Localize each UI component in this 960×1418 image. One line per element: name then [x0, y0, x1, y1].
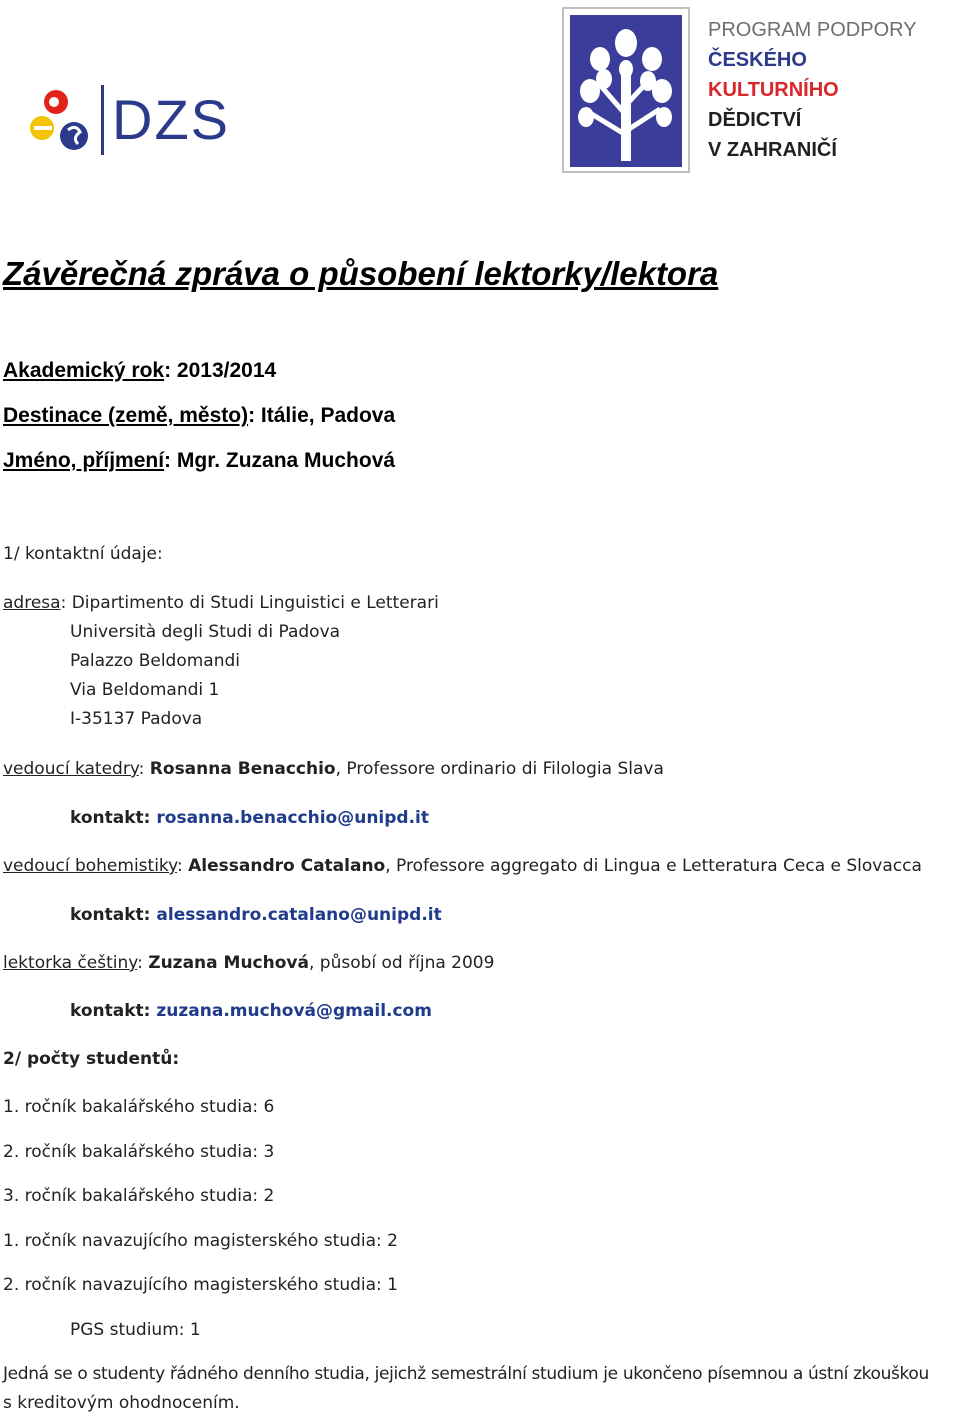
academic-year — [3, 359, 276, 383]
program-line-2: ČESKÉHO — [708, 49, 807, 71]
address-line-5: I-35137 Padova — [70, 709, 203, 729]
page-title: Závěrečná zpráva o působení lektorky/lektora — [3, 255, 719, 292]
students-row-4: 1. ročník navazujícího magisterského studia: 2 — [3, 1231, 398, 1251]
contact-label: kontakt: — [70, 1001, 157, 1021]
bohemistics-head-label: vedoucí bohemistiky — [3, 856, 177, 876]
department-head: vedoucí katedry: Rosanna Benacchio, Professore ordinario di Filologia Slava — [3, 759, 664, 779]
students-row-2: 2. ročník bakalářského studia: 3 — [3, 1142, 275, 1162]
bohemistics-head-email[interactable]: alessandro.catalano@unipd.it — [156, 905, 442, 925]
program-line-3: KULTURNÍHO — [708, 79, 839, 101]
academic-year-value: : 2013/2014 — [164, 359, 277, 382]
tree-icon — [560, 5, 694, 177]
address-line-1 — [3, 593, 439, 613]
destination-value: : Itálie, Padova — [248, 404, 396, 427]
section-contact-heading: 1/ kontaktní údaje: — [3, 544, 163, 564]
lector-email[interactable]: zuzana.muchová@gmail.com — [156, 1001, 432, 1021]
destination-label: Destinace (země, město) — [3, 404, 249, 427]
program-line-1: PROGRAM PODPORY — [708, 19, 917, 41]
department-head-name: Rosanna Benacchio — [149, 759, 336, 779]
address-line-2: Università degli Studi di Padova — [70, 622, 341, 642]
note-line-2: s kreditovým ohodnocením. — [3, 1393, 240, 1413]
department-head-role: , Professore ordinario di Filologia Slava — [335, 759, 664, 779]
bohemistics-head: vedoucí bohemistiky: Alessandro Catalano, Professore aggregato di Lingua e Letteratura Ceca e Slovacca — [3, 856, 922, 876]
lector-name: Zuzana Muchová — [148, 953, 309, 973]
section-students-heading: 2/ počty studentů: — [3, 1049, 180, 1069]
dzs-logo — [28, 80, 228, 160]
students-row-5: 2. ročník navazujícího magisterského studia: 1 — [3, 1275, 398, 1295]
academic-year-label: Akademický rok — [3, 359, 165, 382]
students-row-1: 1. ročník bakalářského studia: 6 — [3, 1097, 275, 1117]
lector-label: lektorka češtiny — [3, 953, 138, 973]
destination — [3, 404, 395, 428]
address-value-1: : Dipartimento di Studi Linguistici e Letterari — [60, 593, 439, 613]
full-name-label: Jméno, příjmení — [3, 449, 165, 472]
address-label: adresa — [3, 593, 61, 613]
contact-label: kontakt: — [70, 905, 157, 925]
program-podpory-logo — [560, 5, 917, 180]
full-name-value: : Mgr. Zuzana Muchová — [164, 449, 396, 472]
program-line-5: V ZAHRANIČÍ — [708, 139, 837, 161]
lector: lektorka češtiny: Zuzana Muchová, působí od října 2009 — [3, 953, 495, 973]
address-line-3: Palazzo Beldomandi — [70, 651, 240, 671]
bohemistics-head-name: Alessandro Catalano — [188, 856, 386, 876]
note-line-1: Jedná se o studenty řádného denního studia, jejichž semestrální studium je ukončeno písemnou a ústní zkouškou — [3, 1364, 929, 1384]
full-name — [3, 449, 395, 473]
department-head-label: vedoucí katedry — [3, 759, 139, 779]
department-head-email[interactable]: rosanna.benacchio@unipd.it — [156, 808, 429, 828]
students-pgs: PGS studium: 1 — [70, 1320, 201, 1340]
contact-label: kontakt: — [70, 808, 157, 828]
lector-contact — [70, 1001, 432, 1021]
department-head-contact — [70, 808, 429, 828]
program-line-4: DĚDICTVÍ — [708, 109, 802, 131]
bohemistics-head-contact — [70, 905, 442, 925]
lector-role: , působí od října 2009 — [308, 953, 495, 973]
students-row-3: 3. ročník bakalářského studia: 2 — [3, 1186, 275, 1206]
bohemistics-head-role: , Professore aggregato di Lingua e Letteratura Ceca e Slovacca — [385, 856, 922, 876]
dzs-logo-text: DZS — [112, 88, 230, 151]
address-line-4: Via Beldomandi 1 — [70, 680, 220, 700]
